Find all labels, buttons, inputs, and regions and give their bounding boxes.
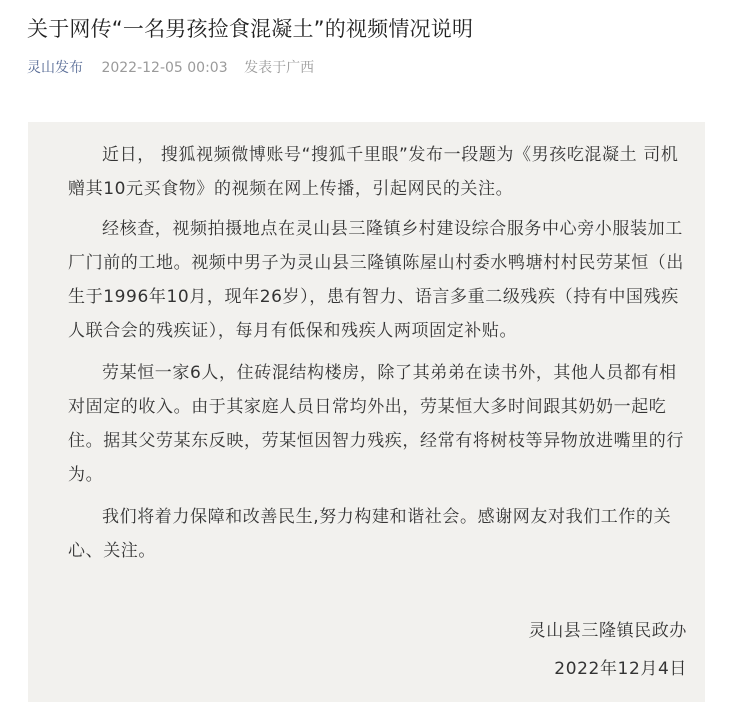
statement-box — [28, 122, 705, 702]
signature-organization: 灵山县三隆镇民政办 — [528, 621, 687, 641]
account-name-link[interactable]: 灵山发布 — [27, 60, 83, 76]
article-title: 关于网传“一名男孩捡食混凝土”的视频情况说明 — [27, 17, 474, 41]
publish-time: 2022-12-05 00:03 — [101, 60, 228, 76]
signature-date: 2022年12月4日 — [554, 659, 687, 679]
article-meta — [27, 58, 326, 78]
publish-region: 发表于广西 — [244, 60, 315, 76]
statement-paragraph-3: 劳某恒一家6人，住砖混结构楼房，除了其弟弟在读书外，其他人员都有相对固定的收入。由于其家庭人员日常均外出，劳某恒大多时间跟其奶奶一起吃住。据其父劳某东反映，劳某恒因智力残疾，经常有将树枝等异物放进嘴里的行为。 — [68, 363, 684, 485]
statement-paragraph-1: 近日， 搜狐视频微博账号“搜狐千里眼”发布一段题为《男孩吃混凝土 司机赠其10元买食物》的视频在网上传播，引起网民的关注。 — [68, 145, 679, 199]
statement-paragraph-4: 我们将着力保障和改善民生,努力构建和谐社会。感谢网友对我们工作的关心、关注。 — [68, 507, 672, 561]
statement-paragraph-2: 经核查，视频拍摄地点在灵山县三隆镇乡村建设综合服务中心旁小服装加工厂门前的工地。视频中男子为灵山县三隆镇陈屋山村委水鸭塘村村民劳某恒（出生于1996年10月，现年26岁），患有智力、语言多重二级残疾（持有中国残疾人联合会的残疾证），每月有低保和残疾人两项固定补贴。 — [68, 219, 684, 341]
